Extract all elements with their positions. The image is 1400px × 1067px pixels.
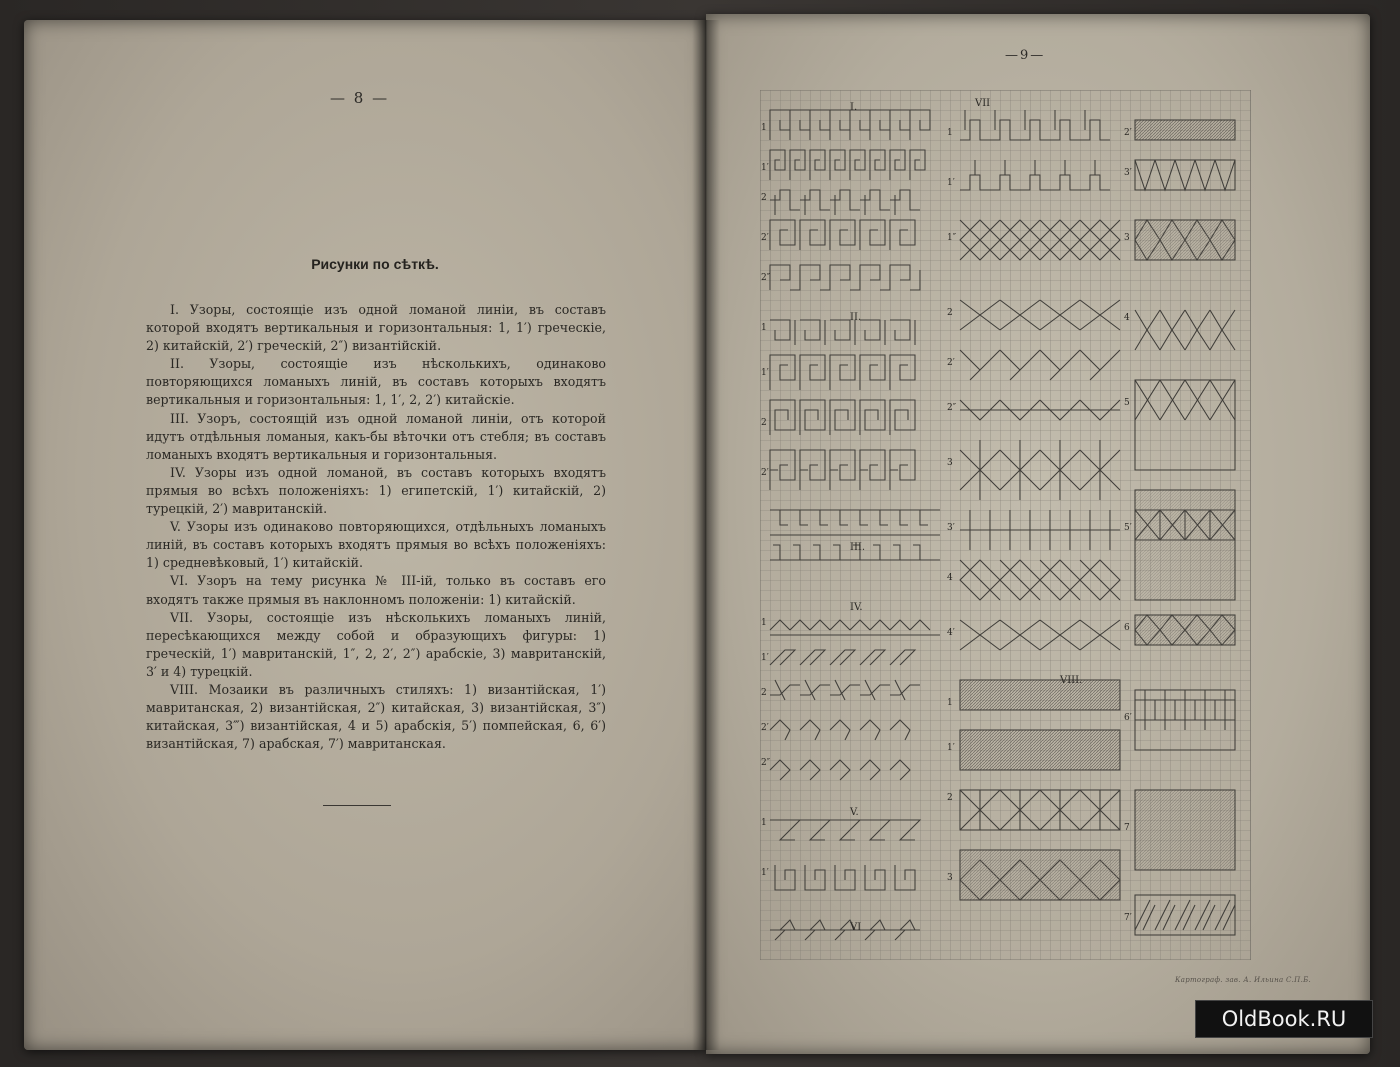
row-label: 3 — [947, 458, 953, 468]
row-label: 4 — [947, 573, 953, 583]
book-gutter — [692, 20, 720, 1050]
section-label: V. — [850, 807, 859, 818]
row-label: 3 — [1124, 233, 1130, 243]
row-label: 2 — [947, 793, 953, 803]
row-label: 5 — [1124, 398, 1130, 408]
pattern-stroke-36 — [1135, 120, 1235, 140]
row-label: 3′ — [1124, 168, 1132, 178]
row-label: 1 — [761, 323, 767, 333]
row-label: 2′ — [761, 233, 769, 243]
row-label: 1 — [761, 818, 767, 828]
row-label: 7 — [1124, 823, 1130, 833]
row-label: 1′ — [761, 653, 769, 663]
row-label: 3′ — [947, 523, 955, 533]
row-label: 3 — [947, 873, 953, 883]
left-page-number: — 8 — — [330, 89, 390, 107]
row-label: 2 — [947, 308, 953, 318]
row-label: 6 — [1124, 623, 1130, 633]
left-page-title: Рисунки по сѣткѣ. — [311, 256, 439, 272]
paragraph-v: V. Узоры изъ одинаково повторяющихся, отдѣльныхъ ломаныхъ линій, въ составъ которыхъ входятъ прямыя во всѣхъ положеніяхъ: 1) средневѣковый, 1′) китайскій. — [146, 519, 606, 571]
end-rule — [323, 805, 391, 806]
section-label: VII — [975, 98, 991, 109]
row-label: 1′ — [947, 178, 955, 188]
row-label: 1 — [761, 618, 767, 628]
pattern-stroke-45 — [1135, 490, 1235, 600]
row-label: 2 — [761, 193, 767, 203]
section-label: II. — [850, 312, 862, 323]
row-label: 1′ — [947, 743, 955, 753]
pattern-stroke-35 — [960, 850, 1120, 900]
section-label: VI — [850, 922, 862, 933]
pattern-stroke-40 — [1135, 220, 1235, 260]
left-page-text — [146, 301, 606, 753]
row-label: 2′ — [1124, 128, 1132, 138]
row-label: 1″ — [947, 233, 957, 243]
paragraph-iii: III. Узоръ, состоящій изъ одной ломаной линіи, отъ которой идутъ отдѣльныя ломаныя, какъ-бы вѣточки отъ стебля; въ составъ ломаныхъ входятъ вертикальныя и горизонтальныя. — [146, 410, 606, 462]
paragraph-iv: IV. Узоры изъ одной ломаной, въ составъ которыхъ входятъ прямыя во всѣхъ положеніяхъ: 1) египетскій, 1′) китайскій, 2) турецкій, 2′) мавританскій. — [146, 464, 606, 517]
watermark-logo: OldBook.RU — [1195, 1000, 1373, 1038]
pattern-stroke-47 — [1135, 615, 1235, 645]
row-label: 1′ — [761, 868, 769, 878]
row-label: 2′ — [761, 723, 769, 733]
row-label: 2″ — [761, 273, 771, 283]
section-label: VIII. — [1060, 675, 1083, 686]
row-label: 2″ — [761, 758, 771, 768]
row-label: 7′ — [1124, 913, 1132, 923]
row-label: 1′ — [761, 163, 769, 173]
paragraph-vii: VII. Узоры, состоящіе изъ нѣсколькихъ ломаныхъ линій, пересѣкающихся между собой и образующихъ фигуры: 1) греческій, 1′) мавританскій, 1″, 2, 2′, 2″) арабскіе, 3) мавританскій, 3′ и 4) турецкій. — [146, 609, 606, 679]
paragraph-viii: VIII. Мозаики въ различныхъ стиляхъ: 1) византійская, 1′) мавританская, 2) византійская, 2″) китайская, 3) византійская, 3″) китайская, 3‴) византійская, 4 и 5) арабскія, 5′) помпейская, 6, 6′) византійская, 7) арабская, 7′) мавританская. — [146, 681, 606, 752]
row-label: 6′ — [1124, 713, 1132, 723]
printer-imprint: Картограф. зав. А. Ильина С.П.Б. — [1175, 976, 1312, 984]
section-label: IV. — [850, 602, 863, 613]
row-label: 1 — [761, 123, 767, 133]
section-label: I. — [850, 102, 858, 113]
row-label: 5′ — [1124, 523, 1132, 533]
row-label: 2′ — [761, 468, 769, 478]
row-label: 4′ — [947, 628, 955, 638]
paragraph-vi: VI. Узоръ на тему рисунка № III-ій, только въ составъ его входятъ также прямыя въ наклонномъ положеніи: 1) китайскій. — [146, 573, 606, 607]
pattern-stroke-50 — [1135, 790, 1235, 870]
paragraph-ii: II. Узоры, состоящіе изъ нѣсколькихъ, одинаково повторяющихся ломаныхъ линій, въ составъ которыхъ входятъ вертикальныя и горизонтальныя: 1, 1′, 2, 2′) китайскіе. — [146, 356, 606, 408]
row-label: 4 — [1124, 313, 1130, 323]
row-label: 1 — [947, 698, 953, 708]
pattern-stroke-31 — [960, 730, 1120, 770]
row-label: 2′ — [947, 358, 955, 368]
pattern-stroke-30 — [960, 680, 1120, 710]
row-label: 2″ — [947, 403, 957, 413]
grid-pattern-plate — [760, 90, 1251, 960]
row-label: 1 — [947, 128, 953, 138]
row-label: 1′ — [761, 368, 769, 378]
paragraph-i: I. Узоры, состоящіе изъ одной ломаной линіи, въ составъ которой входятъ вертикальныя и горизонтальныя: 1, 1′) греческіе, 2) китайскій, 2′) греческій, 2″) византійскій. — [146, 302, 606, 354]
right-page-number: —9— — [1005, 48, 1046, 63]
section-label: III. — [850, 542, 866, 553]
row-label: 2 — [761, 418, 767, 428]
row-label: 2 — [761, 688, 767, 698]
